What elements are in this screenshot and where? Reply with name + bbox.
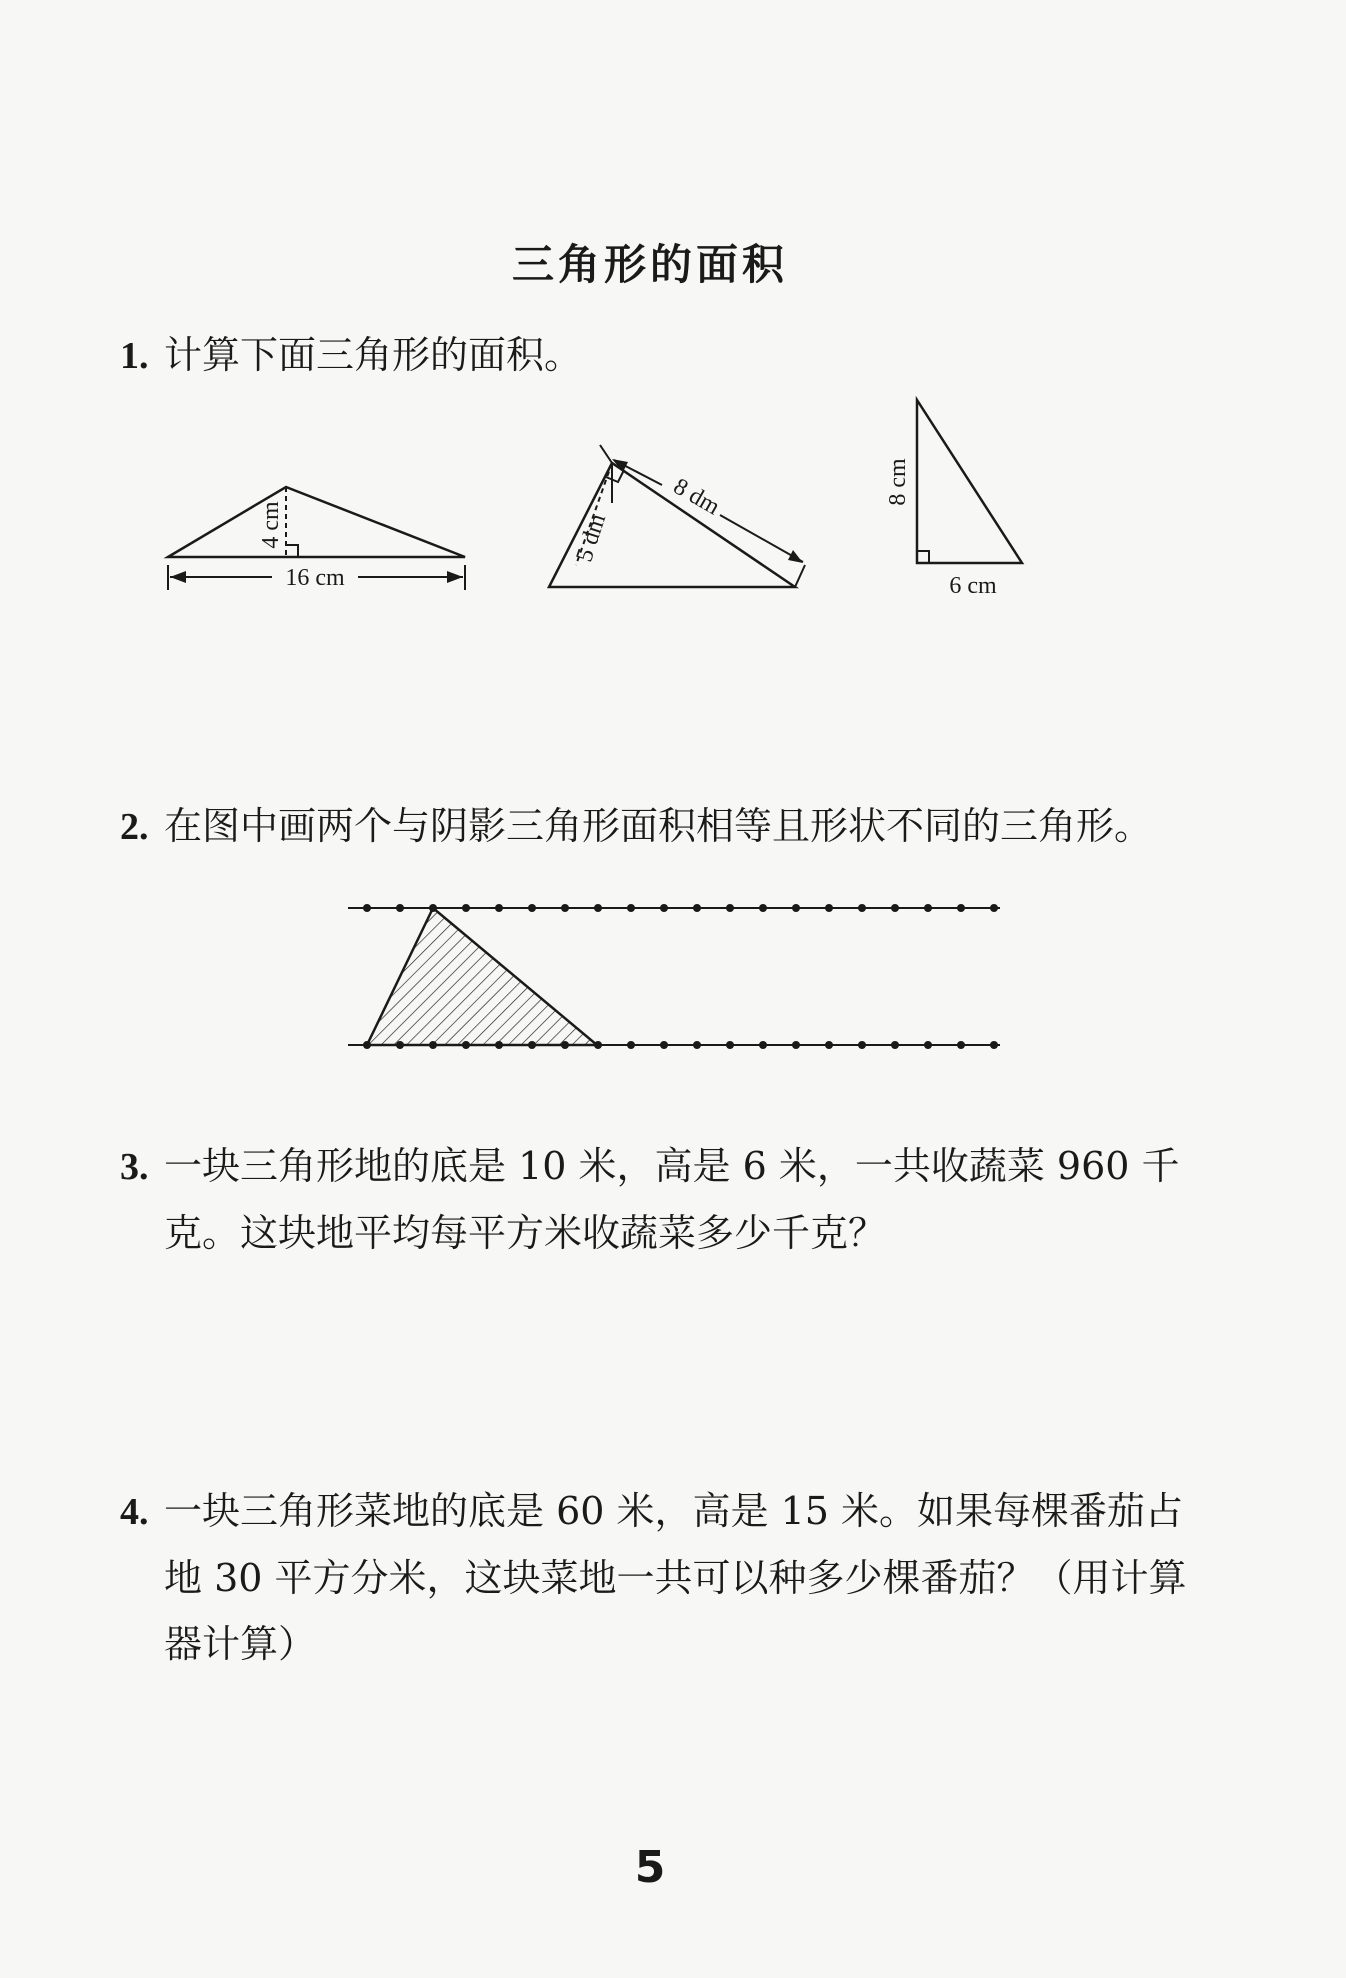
grid-dot [627, 1041, 635, 1049]
grid-dot [825, 904, 833, 912]
triangle-a-height-label: 4 cm [258, 501, 284, 549]
triangle-b-arrow-b [788, 550, 803, 563]
question-3-number: 3. [120, 1146, 149, 1188]
grid-dot [858, 904, 866, 912]
triangle-a-right-angle [286, 545, 298, 557]
grid-dot [825, 1041, 833, 1049]
triangle-a [168, 487, 465, 591]
grid-dot [957, 1041, 965, 1049]
grid-dot [759, 904, 767, 912]
grid-dot [990, 904, 998, 912]
question-2-figure [348, 904, 1000, 1049]
grid-dot [759, 1041, 767, 1049]
question-3-line-2: 克。这块地平均每平方米收蔬菜多少千克？ [164, 1211, 887, 1255]
triangle-b-ext-line-a [600, 445, 612, 463]
grid-dot [891, 1041, 899, 1049]
triangle-a-arrow-right [447, 571, 463, 583]
grid-dot [891, 904, 899, 912]
triangle-c-shape [917, 400, 1022, 563]
grid-dot [660, 904, 668, 912]
question-1-text: 计算下面三角形的面积。 [164, 333, 583, 377]
grid-dot [561, 904, 569, 912]
grid-dot [924, 904, 932, 912]
grid-dot [726, 1041, 734, 1049]
triangle-b [549, 445, 805, 587]
grid-dot [528, 904, 536, 912]
grid-dot [660, 1041, 668, 1049]
grid-dot [924, 1041, 932, 1049]
triangle-c [885, 400, 1022, 599]
grid-dot [726, 904, 734, 912]
grid-dot [627, 904, 635, 912]
triangle-a-shape [168, 487, 465, 557]
triangle-c-right-angle [917, 551, 929, 563]
question-4-number: 4. [120, 1491, 149, 1533]
grid-dot [693, 904, 701, 912]
question-4-line-3: 器计算） [164, 1622, 317, 1666]
grid-dot [693, 1041, 701, 1049]
grid-dot [363, 904, 371, 912]
shaded-triangle [367, 908, 597, 1045]
page-title: 三角形的面积 [511, 240, 788, 289]
question-2-text: 在图中画两个与阴影三角形面积相等且形状不同的三角形。 [164, 804, 1153, 848]
triangle-a-arrow-left [170, 571, 186, 583]
triangle-b-ext-line-b [795, 565, 805, 587]
grid-dot [792, 904, 800, 912]
question-2 [120, 793, 1200, 860]
grid-dot [495, 904, 503, 912]
question-4-line-2: 地 30 平方分米，这块菜地一共可以种多少棵番茄？（用计算 [164, 1556, 1187, 1600]
grid-dot [957, 904, 965, 912]
grid-dot [792, 1041, 800, 1049]
triangle-b-height-label: 5 dm [571, 510, 612, 565]
grid-dot [858, 1041, 866, 1049]
triangle-c-base-label: 6 cm [949, 573, 997, 599]
question-4-line-1: 一块三角形菜地的底是 60 米，高是 15 米。如果每棵番茄占 [164, 1489, 1184, 1533]
triangle-c-height-label: 8 cm [885, 458, 911, 506]
grid-dot [462, 904, 470, 912]
page-number: 5 [634, 1842, 666, 1893]
question-2-number: 2. [120, 806, 149, 848]
question-3-line-1: 一块三角形地的底是 10 米，高是 6 米，一共收蔬菜 960 千 [164, 1144, 1180, 1188]
triangle-a-base-label: 16 cm [285, 565, 345, 591]
question-4 [120, 1478, 1200, 1677]
grid-dot [990, 1041, 998, 1049]
question-1-number: 1. [120, 335, 149, 377]
question-3 [120, 1133, 1200, 1266]
grid-dot [396, 904, 404, 912]
grid-dot [594, 904, 602, 912]
triangle-b-side-label: 8 dm [668, 473, 725, 521]
